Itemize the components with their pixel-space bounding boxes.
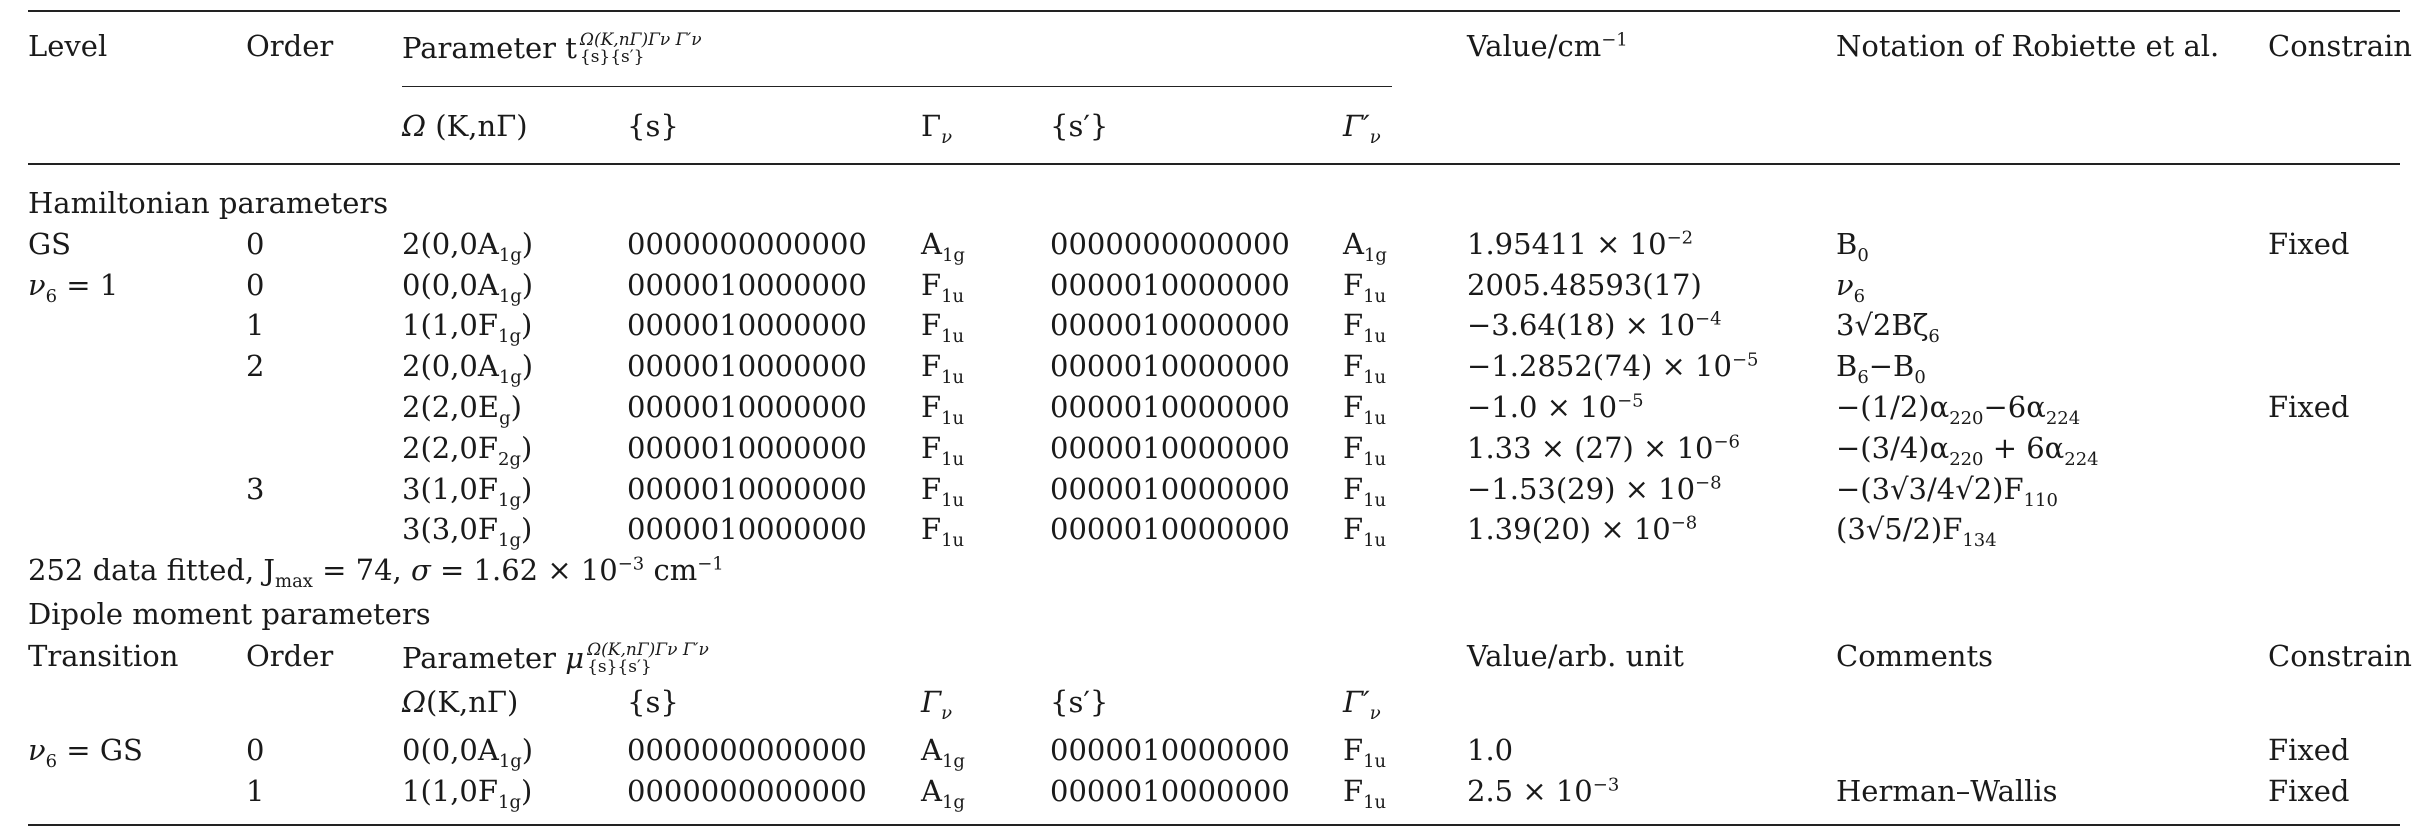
cell-gamma: $F_{1u}$ — [921, 512, 965, 551]
header-bottom-rule — [28, 163, 2400, 165]
cell-s: 0000000000000 — [627, 733, 867, 767]
header-gamma: $\Gamma_\nu$ — [921, 109, 953, 148]
cell-order: 0 — [246, 227, 265, 261]
table-row: $\nu_6 = 1$ — [28, 268, 119, 307]
cell-omega: $2(0,0A_{1g})$ — [402, 227, 534, 266]
cell-constrain: Fixed — [2268, 227, 2350, 261]
cell-gamma: $F_{1u}$ — [921, 431, 965, 470]
cell-omega: $1(1,0F_{1g})$ — [402, 308, 533, 347]
cell-gammap: $F_{1u}$ — [1343, 308, 1387, 347]
table-row: $\nu_6$ = GS — [28, 733, 143, 772]
cell-s: 0000010000000 — [627, 512, 867, 546]
cell-sprime: 0000010000000 — [1050, 390, 1290, 424]
cell-omega: $0(0,0A_{1g})$ — [402, 268, 534, 307]
cell-s: 0000010000000 — [627, 349, 867, 383]
cell-s: 0000010000000 — [627, 472, 867, 506]
cell-value: $-1.0 \times 10^{-5}$ — [1467, 390, 1644, 424]
cell-gammap: $F_{1u}$ — [1343, 512, 1387, 551]
header-notation: Notation of Robiette et al. — [1836, 29, 2220, 63]
cell-notation: $-(3√3/4√2)F_{110}$ — [1836, 472, 2058, 511]
dipole-header-parameter: Parameter μ Ω(K,nΓ)Γν Γ′ν {s}{s′} — [402, 640, 709, 677]
cell-sprime: 0000010000000 — [1050, 431, 1290, 465]
cell-s: 0000010000000 — [627, 431, 867, 465]
cell-value: $-3.64(18) \times 10^{-4}$ — [1467, 308, 1722, 342]
dipole-header-gammap: $\Gamma'_\nu$ — [1343, 685, 1381, 724]
header-level: Level — [28, 29, 108, 63]
cell-notation: $-(3/4)\alpha_{220} + 6\alpha_{224}$ — [1836, 431, 2099, 470]
cell-gammap: $F_{1u}$ — [1343, 774, 1387, 813]
cell-sprime: 0000010000000 — [1050, 472, 1290, 506]
cell-order: 0 — [246, 268, 265, 302]
cell-omega: $1(1,0F_{1g})$ — [402, 774, 533, 813]
cell-sprime: 0000000000000 — [1050, 227, 1290, 261]
dipole-header-gamma: $\Gamma_\nu$ — [921, 685, 953, 724]
cell-s: 0000000000000 — [627, 227, 867, 261]
cell-notation: $3√2B\zeta_6$ — [1836, 308, 1940, 347]
cell-value: 2005.48593(17) — [1467, 268, 1702, 302]
cell-gamma: $A_{1g}$ — [921, 733, 965, 772]
cell-value: $1.33 \times (27) \times 10^{-6}$ — [1467, 431, 1740, 465]
table-row: GS — [28, 227, 72, 261]
cell-value: $-1.2852(74) \times 10^{-5}$ — [1467, 349, 1759, 383]
header-parameter: Parameter t Ω(K,nΓ)Γν Γ′ν {s}{s′} — [402, 30, 702, 67]
cell-constrain: Fixed — [2268, 390, 2350, 424]
cell-sprime: 0000010000000 — [1050, 512, 1290, 546]
header-sprime: {s′} — [1050, 109, 1109, 143]
dipole-header-omega: Ω(K,nΓ) — [402, 685, 519, 719]
cell-sprime: 0000010000000 — [1050, 268, 1290, 302]
cell-order: 2 — [246, 349, 265, 383]
dipole-header-transition: Transition — [28, 639, 179, 673]
cell-gamma: $F_{1u}$ — [921, 390, 965, 429]
cell-sprime: 0000010000000 — [1050, 733, 1290, 767]
dipole-header-sprime: {s′} — [1050, 685, 1109, 719]
dipole-header-value: Value/arb. unit — [1467, 639, 1684, 673]
dipole-header-constrain: Constrain — [2268, 639, 2412, 673]
cell-constrain: Fixed — [2268, 733, 2350, 767]
table-top-rule — [28, 10, 2400, 12]
header-gammap: $\Gamma'_\nu$ — [1343, 109, 1381, 148]
cell-value: $1.95411 \times 10^{-2}$ — [1467, 227, 1694, 261]
cell-order: 1 — [246, 308, 265, 342]
cell-gammap: $F_{1u}$ — [1343, 472, 1387, 511]
cell-order: 1 — [246, 774, 265, 808]
header-s: {s} — [627, 109, 679, 143]
cell-sprime: 0000010000000 — [1050, 308, 1290, 342]
cell-s: 0000010000000 — [627, 308, 867, 342]
cell-constrain: Fixed — [2268, 774, 2350, 808]
cell-gammap: $A_{1g}$ — [1343, 227, 1387, 266]
table-bottom-rule — [28, 824, 2400, 826]
cell-omega: $0(0,0A_{1g})$ — [402, 733, 534, 772]
cell-value: 1.0 — [1467, 733, 1514, 767]
cell-s: 0000010000000 — [627, 268, 867, 302]
header-order: Order — [246, 29, 334, 63]
cell-gamma: $F_{1u}$ — [921, 308, 965, 347]
cell-gammap: $F_{1u}$ — [1343, 390, 1387, 429]
header-constrain: Constrain — [2268, 29, 2412, 63]
cell-notation: $B_0$ — [1836, 227, 1869, 266]
header-value: Value/$cm^{-1}$ — [1467, 29, 1628, 63]
cell-comment: Herman–Wallis — [1836, 774, 2058, 808]
cell-gamma: $F_{1u}$ — [921, 349, 965, 388]
cell-value: $-1.53(29) \times 10^{-8}$ — [1467, 472, 1722, 506]
cell-omega: $2(2,0F_{2g})$ — [402, 431, 533, 470]
header-omega: Ω (K,nΓ) — [402, 109, 528, 143]
cell-order: 0 — [246, 733, 265, 767]
cell-notation: $\nu_6$ — [1836, 268, 1866, 307]
cell-order: 3 — [246, 472, 265, 506]
cell-omega: $3(3,0F_{1g})$ — [402, 512, 533, 551]
cell-notation: $B_6-B_0$ — [1836, 349, 1926, 388]
cell-omega: $3(1,0F_{1g})$ — [402, 472, 533, 511]
cell-value: $2.5 \times 10^{-3}$ — [1467, 774, 1620, 808]
cell-notation: $-(1/2)\alpha_{220}-6\alpha_{224}$ — [1836, 390, 2081, 429]
cell-notation: $(3√5/2)F_{134}$ — [1836, 512, 1997, 551]
cell-omega: $2(2,0E_g)$ — [402, 390, 522, 429]
cell-s: 0000010000000 — [627, 390, 867, 424]
dipole-header-order: Order — [246, 639, 334, 673]
cell-gamma: $A_{1g}$ — [921, 774, 965, 813]
parameter-header-rule — [402, 86, 1392, 87]
cell-gamma: $A_{1g}$ — [921, 227, 965, 266]
cell-gammap: $F_{1u}$ — [1343, 733, 1387, 772]
section-hamiltonian: Hamiltonian parameters — [28, 186, 389, 220]
cell-gamma: $F_{1u}$ — [921, 472, 965, 511]
dipole-header-comments: Comments — [1836, 639, 1994, 673]
cell-sprime: 0000010000000 — [1050, 774, 1290, 808]
fit-summary: 252 data fitted, $J_{max} = 74$, $\sigma = 1.62 \times 10^{-3}$ $cm^{-1}$ — [28, 553, 724, 592]
cell-value: $1.39(20) \times 10^{-8}$ — [1467, 512, 1698, 546]
cell-sprime: 0000010000000 — [1050, 349, 1290, 383]
dipole-header-s: {s} — [627, 685, 679, 719]
cell-omega: $2(0,0A_{1g})$ — [402, 349, 534, 388]
cell-gammap: $F_{1u}$ — [1343, 349, 1387, 388]
cell-gamma: $F_{1u}$ — [921, 268, 965, 307]
cell-s: 0000000000000 — [627, 774, 867, 808]
cell-gammap: $F_{1u}$ — [1343, 268, 1387, 307]
cell-gammap: $F_{1u}$ — [1343, 431, 1387, 470]
section-dipole: Dipole moment parameters — [28, 597, 431, 631]
